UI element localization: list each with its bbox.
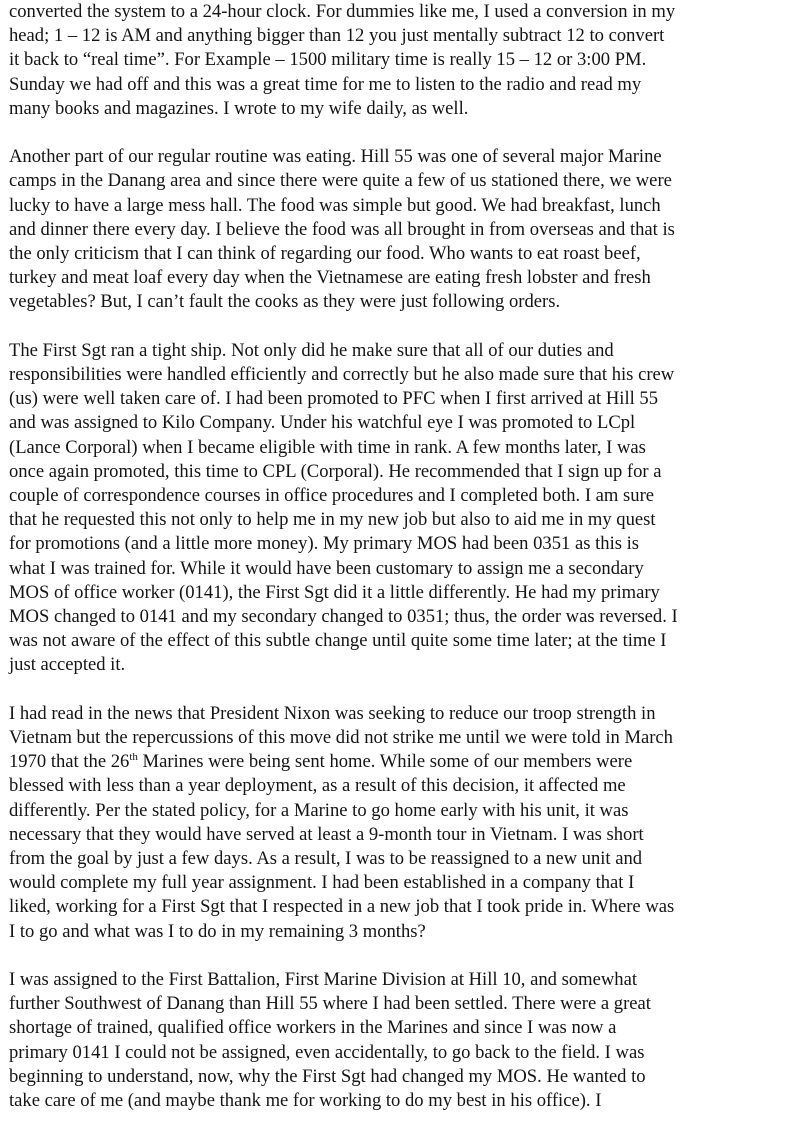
text-line: primary 0141 I could not be assigned, even accidentally, to go back to the field. I was <box>9 1041 645 1063</box>
text-line: turkey and meat loaf every day when the Vietnamese are eating fresh lobster and fresh <box>9 267 651 289</box>
paragraph-eating-routine <box>9 145 783 314</box>
text-line: I to go and what was I to do in my remaining 3 months? <box>9 920 426 942</box>
text-line: Vietnam but the repercussions of this move did not strike me until we were told in March <box>9 727 673 749</box>
text-line: necessary that they would have served at least a 9-month tour in Vietnam. I was short <box>9 823 644 845</box>
text-line: MOS of office worker (0141), the First Sgt did it a little differently. He had my primary <box>9 581 660 603</box>
text-line: from the goal by just a few days. As a result, I was to be reassigned to a new unit and <box>9 848 643 870</box>
text-line: (us) were well taken care of. I had been promoted to PFC when I first arrived at Hill 55 <box>9 388 659 410</box>
text-line: blessed with less than a year deployment, as a result of this decision, it affected me <box>9 775 626 797</box>
text-line: responsibilities were handled efficiently and correctly but he also made sure that his crew <box>9 364 675 386</box>
text-line: just accepted it. <box>9 654 126 676</box>
text-line: the only criticism that I can think of regarding our food. Who wants to eat roast beef, <box>9 243 641 265</box>
paragraph-nixon-troop-reduction <box>9 702 783 944</box>
paragraph-24-hour-clock <box>9 0 783 121</box>
text-line: liked, working for a First Sgt that I respected in a new job that I took pride in. Where was <box>9 896 675 918</box>
paragraph-hill-10-assignment <box>9 968 783 1113</box>
text-fragment: Marines were being sent home. While some of our members were <box>137 751 633 773</box>
text-line: was not aware of the effect of this subtle change until quite some time later; at the time I <box>9 630 667 652</box>
text-line: lucky to have a large mess hall. The food was simple but good. We had breakfast, lunch <box>9 194 661 216</box>
text-line: head; 1 – 12 is AM and anything bigger than 12 you just mentally subtract 12 to convert <box>9 25 665 47</box>
text-line: Sunday we had off and this was a great time for me to listen to the radio and read my <box>9 73 642 95</box>
paragraph-spacer <box>9 944 783 968</box>
text-line: couple of correspondence courses in office procedures and I completed both. I am sure <box>9 485 655 507</box>
paragraph-first-sgt <box>9 339 783 678</box>
text-line: further Southwest of Danang than Hill 55 where I had been settled. There were a great <box>9 993 651 1015</box>
text-line: many books and magazines. I wrote to my wife daily, as well. <box>9 97 469 119</box>
text-line-with-superscript <box>9 750 783 774</box>
superscript-ordinal: th <box>129 751 138 764</box>
paragraph-spacer <box>9 315 783 339</box>
text-line: The First Sgt ran a tight ship. Not only did he make sure that all of our duties and <box>9 339 614 361</box>
text-line: I was assigned to the First Battalion, First Marine Division at Hill 10, and somewhat <box>9 969 637 991</box>
text-line: for promotions (and a little more money). My primary MOS had been 0351 as this is <box>9 533 640 555</box>
text-line: it back to “real time”. For Example – 1500 military time is really 15 – 12 or 3:00 PM. <box>9 49 647 71</box>
text-line: MOS changed to 0141 and my secondary changed to 0351; thus, the order was reversed. I <box>9 606 678 628</box>
text-line: differently. Per the stated policy, for a Marine to go home early with his unit, it was <box>9 799 629 821</box>
text-line: vegetables? But, I can’t fault the cooks as they were just following orders. <box>9 291 561 313</box>
text-line: would complete my full year assignment. I had been established in a company that I <box>9 872 635 894</box>
text-line: and was assigned to Kilo Company. Under his watchful eye I was promoted to LCpl <box>9 412 636 434</box>
text-line: what I was trained for. While it would have been customary to assign me a secondary <box>9 557 644 579</box>
text-line: once again promoted, this time to CPL (Corporal). He recommended that I sign up for a <box>9 460 662 482</box>
paragraph-spacer <box>9 121 783 145</box>
text-line: and dinner there every day. I believe the food was all brought in from overseas and that is <box>9 218 675 240</box>
text-line: shortage of trained, qualified office workers in the Marines and since I was now a <box>9 1017 617 1039</box>
text-fragment: 1970 that the 26 <box>9 751 130 773</box>
text-line: that he requested this not only to help me in my new job but also to aid me in my quest <box>9 509 656 531</box>
text-line: (Lance Corporal) when I became eligible with time in rank. A few months later, I was <box>9 436 646 458</box>
text-line: I had read in the news that President Nixon was seeking to reduce our troop strength in <box>9 702 656 724</box>
text-line: camps in the Danang area and since there were quite a few of us stationed there, we were <box>9 170 672 192</box>
paragraph-spacer <box>9 678 783 702</box>
text-line: Another part of our regular routine was eating. Hill 55 was one of several major Marine <box>9 146 662 168</box>
text-line: take care of me (and maybe thank me for working to do my best in his office). I <box>9 1090 602 1112</box>
text-line: beginning to understand, now, why the First Sgt had changed my MOS. He wanted to <box>9 1065 646 1087</box>
text-line: converted the system to a 24-hour clock. For dummies like me, I used a conversion in my <box>9 1 676 22</box>
